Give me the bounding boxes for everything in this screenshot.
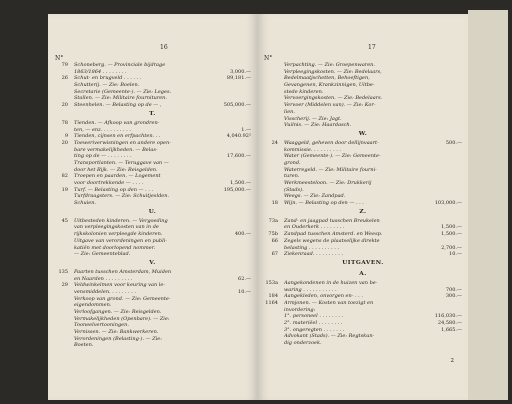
entry-text: 2°. materiëel . . . . . . . . xyxy=(284,320,343,326)
entry-row xyxy=(258,307,468,314)
book-cover-edge xyxy=(468,10,508,400)
entry-text: Uitbesteden kinderen. — Vergoeding xyxy=(74,217,168,224)
entry-number: 73a xyxy=(268,217,278,224)
entry-text: Schuien. xyxy=(74,200,97,207)
entry-text: Ziekenraad. . . . . . . . . . xyxy=(284,251,343,258)
entry-row xyxy=(48,160,257,167)
entry-row xyxy=(48,322,257,329)
entry-row xyxy=(258,187,468,194)
entry-amount: 300.— xyxy=(445,293,462,300)
entry-text: Tienden. — Afkoop van grondren- xyxy=(74,119,160,126)
entry-amount: 1,500.— xyxy=(441,231,462,238)
entry-text: van verpleegingskosten van in de xyxy=(74,224,159,231)
entry-text: Waaggeld, geheven door dellijnvaart- xyxy=(284,139,379,146)
entry-amount: 3,000.— xyxy=(230,68,251,75)
entry-row xyxy=(258,320,468,327)
entry-amount: 1,500.— xyxy=(230,180,251,186)
entry-amount: 2,700.— xyxy=(441,244,462,251)
entry-text: Schoneberg. — Provinciale bijdrage xyxy=(74,62,166,68)
entry-row xyxy=(48,296,257,303)
entry-row xyxy=(258,300,468,307)
entry-number: 67 xyxy=(271,251,278,258)
entry-number: 78 xyxy=(61,119,68,126)
right-page xyxy=(258,14,468,400)
entry-row xyxy=(258,109,468,116)
entry-number: 19 xyxy=(61,186,68,193)
section-heading: Z. xyxy=(359,208,367,215)
entry-number: 1164 xyxy=(265,299,278,306)
entry-row xyxy=(258,147,468,154)
entry-text: waring . . . . . . . . . . . xyxy=(284,286,337,293)
entry-text: Vuilnis. — Zie: Haardasch. xyxy=(284,122,352,129)
entry-amount: 89,181.— xyxy=(226,75,251,82)
chapter-heading: UITGAVEN. xyxy=(342,259,384,266)
entry-number: 75b xyxy=(268,231,278,238)
page-number: 17 xyxy=(368,44,376,51)
entry-text: door het Rijk. — Zie: Reisgelden. xyxy=(74,166,158,173)
entry-text: Veldwinkelmen voor keuring van le- xyxy=(74,282,166,289)
entry-row xyxy=(48,120,257,127)
entry-amount: 1.— xyxy=(241,126,251,133)
entry-row xyxy=(258,153,468,160)
entry-row xyxy=(48,69,257,76)
entry-text: bare vermakelijkheden. — Belas- xyxy=(74,146,158,153)
entry-text: Vermakelijkheden (Openbare). — Zie: xyxy=(74,315,170,322)
entry-text: lien. xyxy=(284,108,295,115)
entry-row xyxy=(48,153,257,160)
entry-text: Water (Gemeente-). — Zie: Gemeente- xyxy=(284,153,381,160)
entry-text: 1863/1864 . . . . . . . . xyxy=(74,68,127,75)
entry-row xyxy=(48,218,257,225)
entry-text: dig onderzoek. xyxy=(284,340,322,347)
entry-row xyxy=(258,122,468,129)
entry-text: Schutterij. — Zie: Boelen. xyxy=(74,82,140,89)
entry-amount: 505,000.— xyxy=(223,102,251,109)
entry-row xyxy=(48,231,257,238)
entry-row xyxy=(48,180,257,187)
entry-text: Zand- en jaagpad tusschen Breukelen xyxy=(284,217,380,224)
entry-text: Tooneelvertooningen. xyxy=(74,322,129,329)
entry-text: Secretarie (Gemeente-). — Zie: Leges. xyxy=(74,88,172,95)
entry-row xyxy=(258,313,468,320)
entry-text: Wijn. — Belasting op den — . . . xyxy=(284,200,364,207)
entry-list xyxy=(258,62,468,347)
entry-row xyxy=(48,89,257,96)
entry-text: 1°. personeel . . . . . . . . xyxy=(284,313,344,320)
entry-text: Bedelmaatjschetten, Behoeftigen, xyxy=(284,75,370,82)
entry-amount: 195,000.— xyxy=(223,186,251,193)
entry-text: rijkskolonien verpleegde kinderen. xyxy=(74,231,163,238)
entry-text: Transportlanten. — Teruggave van — xyxy=(74,159,169,166)
entry-row xyxy=(48,133,257,140)
column-label: N° xyxy=(264,55,273,62)
entry-text: Vervoer (Middelen van). — Zie: Kor- xyxy=(284,102,376,109)
entry-text: en Ouderkerk . . . . . . . . xyxy=(284,224,345,231)
entry-row xyxy=(48,309,257,316)
entry-number: 66 xyxy=(271,237,278,244)
entry-row xyxy=(48,82,257,89)
entry-row xyxy=(48,102,257,109)
section-heading: V. xyxy=(149,259,156,266)
entry-row xyxy=(48,282,257,289)
entry-amount: 4,040.92² xyxy=(226,133,251,140)
entry-row xyxy=(258,140,468,147)
entry-text: (Stads). xyxy=(284,186,304,193)
entry-row xyxy=(258,193,468,200)
entry-row xyxy=(258,245,468,252)
entry-number: 18 xyxy=(271,200,278,207)
entry-text: Vervoergingskosten. — Zie: Bedelaars. xyxy=(284,95,383,102)
entry-amount: 17,600.— xyxy=(226,153,251,160)
entry-row xyxy=(258,293,468,300)
entry-text: ten, — enz. . . . . . . . . . xyxy=(74,126,131,133)
entry-number: 153a xyxy=(265,279,278,286)
entry-amount: 116,030.— xyxy=(434,313,462,320)
entry-row xyxy=(258,327,468,334)
entry-number: 29 xyxy=(61,282,68,289)
entry-row xyxy=(258,167,468,174)
entry-row xyxy=(48,95,257,102)
entry-row xyxy=(258,95,468,102)
entry-row xyxy=(48,238,257,245)
entry-row xyxy=(258,333,468,340)
entry-text: Turfdraagsters. — Zie: Schuitjeslden. xyxy=(74,193,170,200)
entry-row xyxy=(48,173,257,180)
entry-row xyxy=(258,173,468,180)
entry-row xyxy=(48,127,257,134)
entry-text: Zandpad tusschen Amsterd. en Weesp. xyxy=(284,231,383,238)
entry-number: 79 xyxy=(61,62,68,68)
entry-row xyxy=(258,160,468,167)
entry-amount: 103,000.— xyxy=(434,200,462,207)
entry-text: Werkmeesteloon. — Zie: Drukkerij xyxy=(284,180,372,186)
entry-text: 3°. ongeregten . . . . . . . xyxy=(284,326,345,333)
entry-amount: 700.— xyxy=(445,286,462,293)
entry-text: Boeten. xyxy=(74,342,94,349)
entry-row xyxy=(48,289,257,296)
entry-text: Tienden, cijnsen en erfpachten. . . xyxy=(74,133,161,140)
entry-amount: 10.— xyxy=(238,288,251,295)
signature-mark: 2 xyxy=(450,358,454,364)
entry-row xyxy=(258,200,468,207)
entry-row xyxy=(48,329,257,336)
entry-amount: 400.— xyxy=(234,231,251,238)
entry-text: katiën met doorlopend nommer. xyxy=(74,244,156,251)
entry-amount: 24,580.— xyxy=(437,320,462,326)
entry-text: Zegels wegens de plaatselijke direkte xyxy=(284,237,380,244)
entry-text: turen. xyxy=(284,173,300,180)
entry-text: Vernissen. — Zie: Bankwerkeren. xyxy=(74,329,159,336)
entry-row xyxy=(258,102,468,109)
entry-row xyxy=(48,147,257,154)
entry-row xyxy=(48,167,257,174)
entry-row xyxy=(48,140,257,147)
entry-text: Schut- en brugveld . . . . . . xyxy=(74,75,142,82)
entry-number: 82 xyxy=(61,173,68,180)
entry-row xyxy=(258,280,468,287)
entry-number: 24 xyxy=(271,139,278,146)
entry-amount: 1,500.— xyxy=(441,224,462,231)
entry-text: Aangekondenen in de huizen van be- xyxy=(284,279,378,286)
entry-row xyxy=(258,82,468,89)
entry-amount: 1,665.— xyxy=(441,326,462,333)
entry-number: 26 xyxy=(61,75,68,82)
entry-amount: 10.— xyxy=(449,251,462,258)
entry-text: Verkoop van grond. — Zie: Gemeente- xyxy=(74,295,171,302)
entry-row xyxy=(48,62,257,69)
entry-row xyxy=(258,224,468,231)
entry-text: belasting . . . . . . . . . . xyxy=(284,244,340,251)
entry-number: 9 xyxy=(64,133,68,140)
section-heading: W. xyxy=(358,130,368,137)
entry-row xyxy=(48,200,257,207)
entry-row xyxy=(258,116,468,123)
entry-row xyxy=(48,75,257,82)
section-heading: A. xyxy=(359,270,367,277)
entry-amount: 500.— xyxy=(445,139,462,146)
entry-row xyxy=(258,238,468,245)
entry-text: Steenhelen. — Belasting op de — , xyxy=(74,102,162,109)
entry-row xyxy=(258,218,468,225)
entry-text: voor doortrekkende — . . . . xyxy=(74,180,144,186)
entry-number: 20 xyxy=(61,102,68,109)
entry-number: 20 xyxy=(61,139,68,146)
entry-row xyxy=(258,89,468,96)
entry-row xyxy=(48,187,257,194)
entry-row xyxy=(48,269,257,276)
page-number: 16 xyxy=(160,44,168,51)
entry-text: — Zie: Gemeenteblad. xyxy=(74,251,131,258)
entry-row xyxy=(48,193,257,200)
entry-row xyxy=(48,251,257,258)
entry-text: Verordeningen (Belasting-). — Zie: xyxy=(74,335,162,342)
entry-row xyxy=(48,245,257,252)
entry-text: Armjonen. — Kosten van toezigt en xyxy=(284,299,374,306)
entry-text: Paarten tusschen Amsterdam, Muiden xyxy=(74,268,172,275)
entry-row xyxy=(258,340,468,347)
entry-text: ting op de — . . . . . . . . xyxy=(74,153,132,160)
entry-row xyxy=(258,75,468,82)
entry-row xyxy=(48,316,257,323)
entry-row xyxy=(48,224,257,231)
column-label: N° xyxy=(55,55,64,62)
entry-text: Verpleegingskosten. — Zie: Bedelaars, xyxy=(284,68,382,75)
entry-text: Visscherij. — Zie: Jagt. xyxy=(284,115,342,122)
entry-text: en Naarden . . . . . . . . . xyxy=(74,275,133,282)
entry-row xyxy=(258,69,468,76)
entry-text: Weegs. — Zie: Zandpad. xyxy=(284,193,346,200)
entry-text: kommissie. . . . . . . . . . xyxy=(284,146,342,153)
entry-list xyxy=(48,62,257,349)
entry-text: Waterregeld. — Zie: Militaire fourni- xyxy=(284,166,377,173)
entry-text: grond. xyxy=(284,159,301,166)
entry-text: Troepen en paarden. — Logement xyxy=(74,173,161,180)
entry-row xyxy=(258,287,468,294)
entry-row xyxy=(258,231,468,238)
entry-text: Uitgave van verordeningen en publi- xyxy=(74,237,168,244)
entry-text: Aangekleden, onvorgen en- . . . xyxy=(284,293,363,300)
entry-row xyxy=(48,276,257,283)
left-page xyxy=(48,14,258,400)
entry-row xyxy=(258,251,468,258)
entry-text: Advokant (Stads). — Zie: Regtskun- xyxy=(284,333,375,340)
section-heading: T. xyxy=(149,110,156,117)
entry-row xyxy=(48,302,257,309)
section-heading: U. xyxy=(148,208,157,215)
entry-number: 184 xyxy=(268,293,278,300)
entry-text: eigendommen. xyxy=(74,302,112,309)
entry-row xyxy=(258,180,468,187)
entry-text: Verpachting. — Zie: Groepenwaren. xyxy=(284,62,375,68)
entry-row xyxy=(258,62,468,69)
entry-number: 135 xyxy=(58,268,68,275)
entry-row xyxy=(48,336,257,343)
entry-text: Toeweriverwisningen en andere open- xyxy=(74,139,171,146)
entry-number: 45 xyxy=(61,217,68,224)
entry-amount: 62.— xyxy=(238,275,251,282)
entry-text: stede kinderen. xyxy=(284,88,324,95)
entry-text: Turf. — Belasting op den — . . . xyxy=(74,186,154,193)
entry-text: Stallen. — Zie: Militaire fournituren. xyxy=(74,95,167,102)
entry-text: Verloofgangen. — Zie: Reisgelden. xyxy=(74,309,162,315)
entry-row xyxy=(48,342,257,349)
entry-text: invordering: xyxy=(284,306,316,313)
entry-text: vensmiddelen. . . . . . . . . xyxy=(74,288,137,295)
entry-text: Gevangenen, Krankzinnigen, Uitbe- xyxy=(284,82,375,89)
